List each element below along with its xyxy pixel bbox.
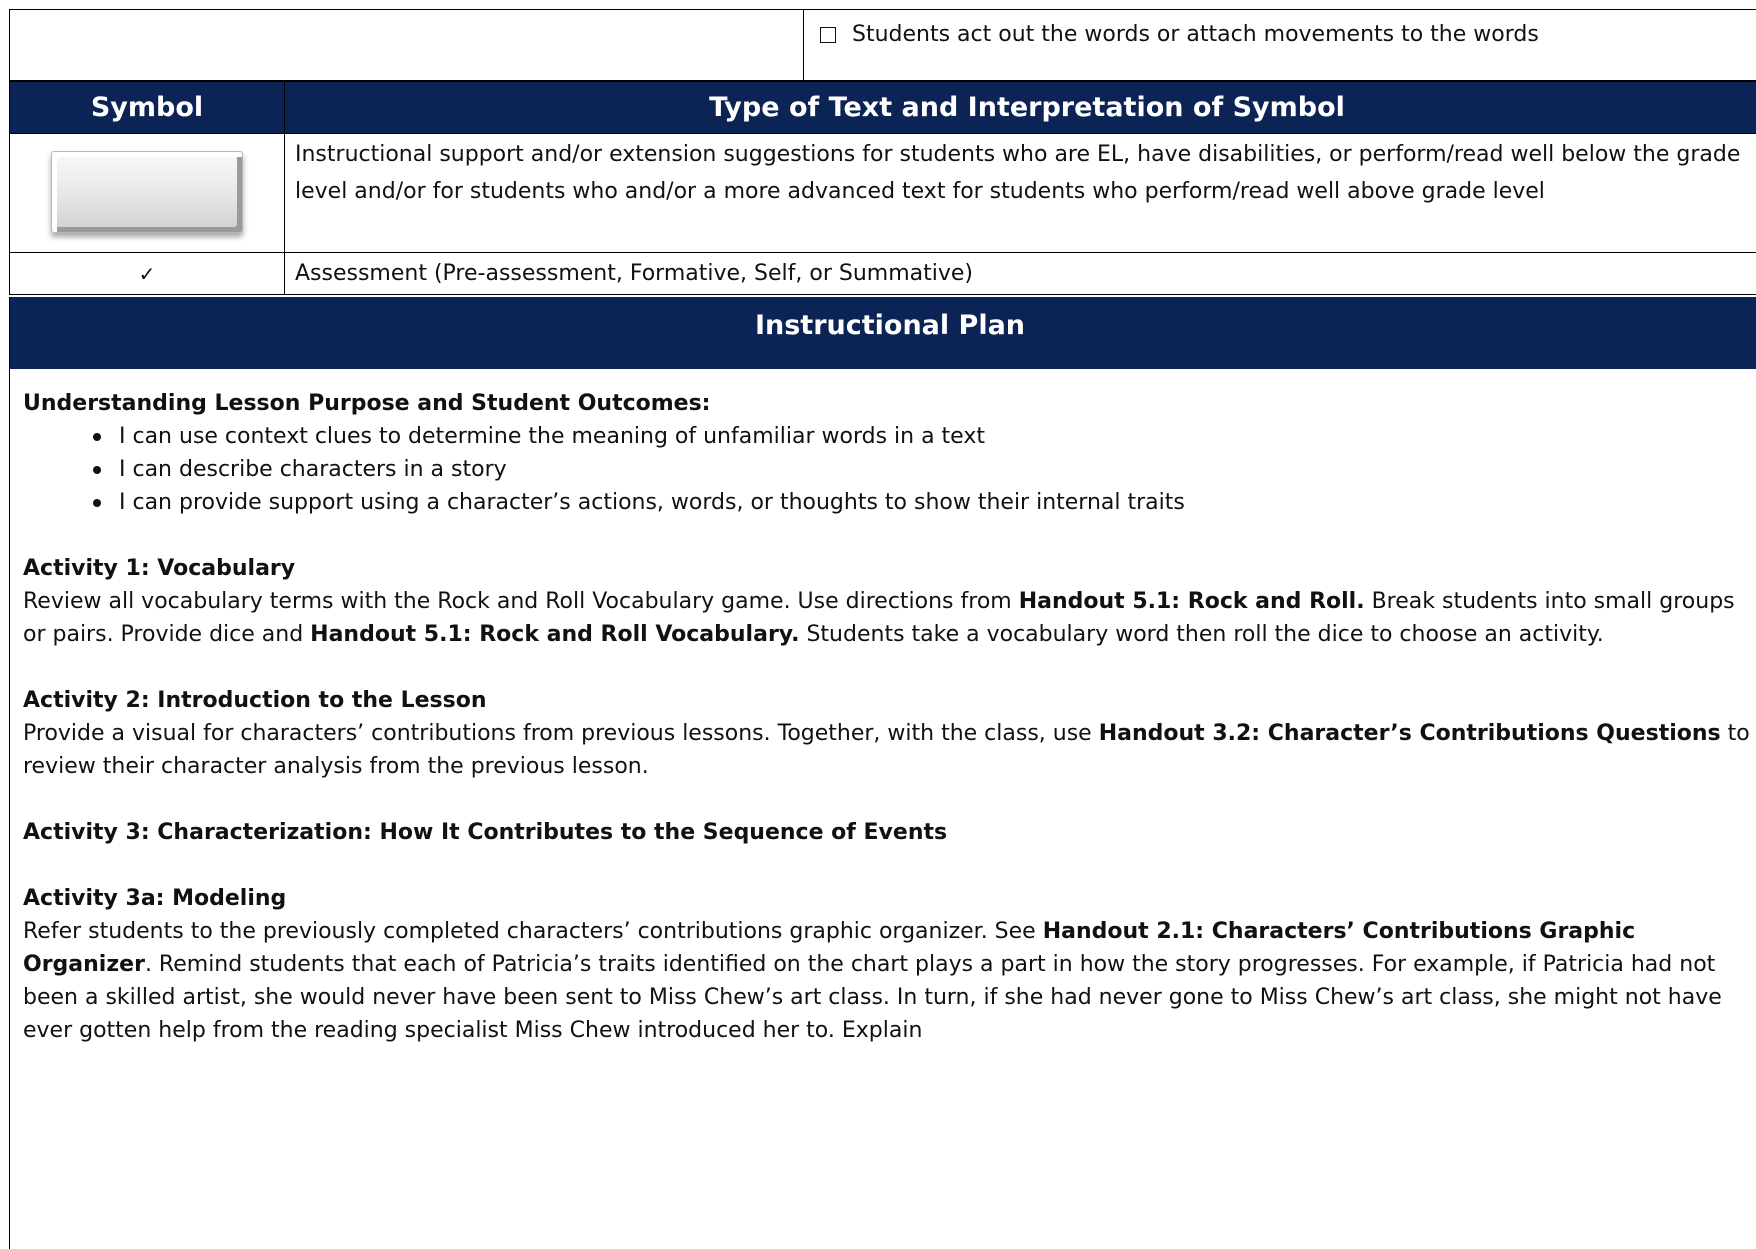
type-column-header: Type of Text and Interpretation of Symbol <box>285 82 1756 134</box>
instructional-plan-header <box>9 297 1756 369</box>
top-checkbox-cell <box>804 10 1756 81</box>
plan-body <box>9 369 1756 1249</box>
activity2-heading: Activity 2: Introduction to the Lesson <box>23 684 1756 717</box>
checkmark-icon: ✓ <box>139 262 156 286</box>
instructional-plan-title: Instructional Plan <box>755 310 1025 341</box>
symbol-column-header: Symbol <box>10 82 285 134</box>
purpose-heading: Understanding Lesson Purpose and Student Outcomes: <box>23 387 1756 420</box>
beveled-box-icon <box>51 151 243 233</box>
handout-link: Handout 5.1: Rock and Roll Vocabulary. <box>310 622 799 647</box>
handout-link: Handout 2.1: Characters’ Contributions Graphic Organizer <box>23 919 1635 977</box>
symbol-row-assessment <box>10 253 1756 295</box>
top-row <box>10 10 1756 81</box>
top-table <box>9 9 1756 81</box>
handout-link: Handout 5.1: Rock and Roll. <box>1019 589 1365 614</box>
activity1-text: Review all vocabulary terms with the Rock and Roll Vocabulary game. Use directions from Handout 5.1: Rock and Roll. Break students into small groups or pairs. Provide dice and Handout 5.1: Rock and Roll Vocabulary. Students take a vocabulary word then roll the dice to choose an activity. <box>23 585 1756 651</box>
checkbox-icon <box>820 27 836 43</box>
outcome-item: I can provide support using a character’s actions, words, or thoughts to show their internal traits <box>119 486 1756 519</box>
document-page <box>9 9 1756 1249</box>
checkbox-item <box>804 10 1756 51</box>
activity3a-heading: Activity 3a: Modeling <box>23 882 1756 915</box>
symbol-header-row <box>10 82 1756 134</box>
symbol-cell-assessment <box>10 253 285 295</box>
checkbox-text: Students act out the words or attach movements to the words <box>852 18 1539 51</box>
symbol-row-support <box>10 134 1756 253</box>
outcome-item: I can use context clues to determine the meaning of unfamiliar words in a text <box>119 420 1756 453</box>
symbol-cell-support <box>10 134 285 253</box>
activity1-heading: Activity 1: Vocabulary <box>23 552 1756 585</box>
support-description: Instructional support and/or extension suggestions for students who are EL, have disabilities, or perform/read well below the grade level and/or for students who and/or a more advanced text for students who perform/read well above grade level <box>285 134 1756 253</box>
assessment-description: Assessment (Pre-assessment, Formative, Self, or Summative) <box>285 253 1756 295</box>
outcome-item: I can describe characters in a story <box>119 453 1756 486</box>
symbol-legend-table <box>9 81 1756 295</box>
top-empty-cell <box>10 10 804 81</box>
activity3-heading: Activity 3: Characterization: How It Contributes to the Sequence of Events <box>23 816 1756 849</box>
activity2-text: Provide a visual for characters’ contributions from previous lessons. Together, with the class, use Handout 3.2: Character’s Contributions Questions to review their character analysis from the previous lesson. <box>23 717 1756 783</box>
outcomes-list <box>23 420 1756 519</box>
activity3a-text: Refer students to the previously completed characters’ contributions graphic organizer. See Handout 2.1: Characters’ Contributions Graphic Organizer. Remind students that each of Patricia’s traits identified on the chart plays a part in how the story progresses. For example, if Patricia had not been a skilled artist, she would never have been sent to Miss Chew’s art class. In turn, if she had never gone to Miss Chew’s art class, she might not have ever gotten help from the reading specialist Miss Chew introduced her to. Explain <box>23 915 1756 1047</box>
handout-link: Handout 3.2: Character’s Contributions Questions <box>1099 721 1721 746</box>
